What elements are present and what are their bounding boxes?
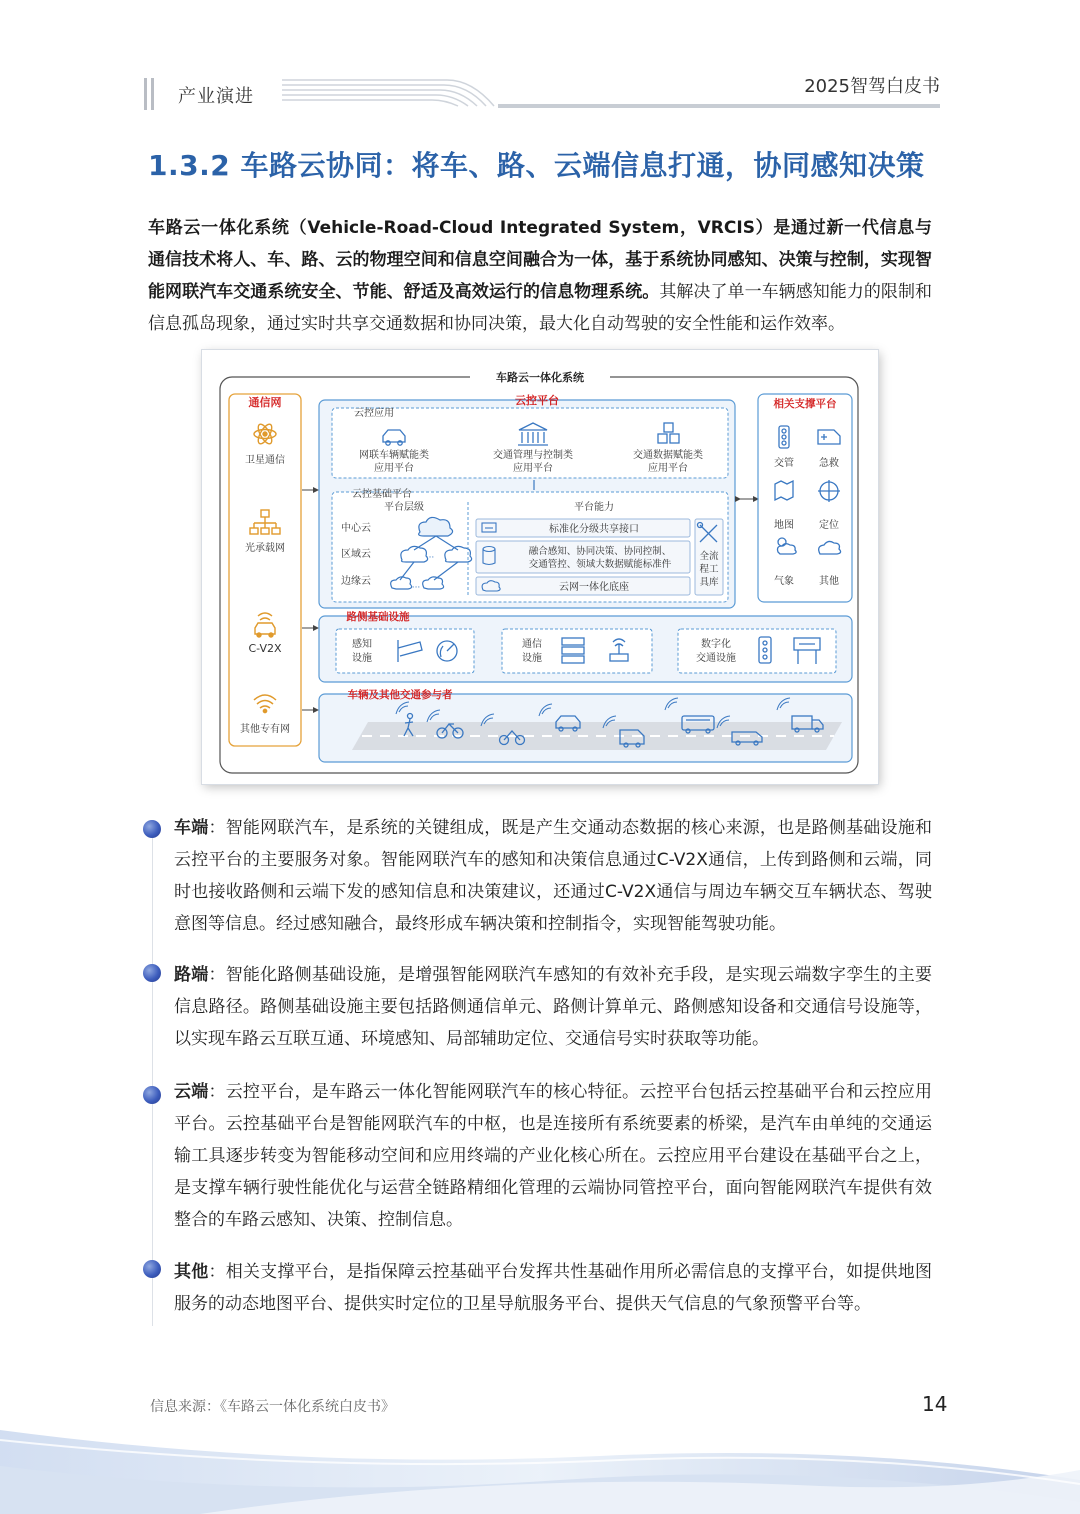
bullet-road-label: 路端 — [174, 965, 209, 985]
svg-text:···: ··· — [425, 553, 435, 563]
bullet-cloud — [174, 1076, 932, 1236]
diagram-svg — [202, 350, 878, 784]
layer-region-cloud: 区域云 — [341, 549, 371, 560]
support-item-map: 地图 — [774, 520, 794, 531]
intro-normal: 其解决了单一车辆感知能力的限制和信息孤岛现象，通过实时共享交通数据和协同决策，最大化自动驾驶的安全性能和运作效率。 — [148, 282, 933, 334]
roadside-sensing-line2: 设施 — [352, 653, 372, 664]
fiber-network-icon — [250, 510, 280, 534]
roadside-digital-line2: 交通设施 — [696, 653, 736, 664]
satellite-icon — [254, 422, 276, 446]
footer-wave-decoration — [0, 1410, 1080, 1514]
participants-title: 车辆及其他交通参与者 — [347, 689, 453, 701]
support-title: 相关支撑平台 — [773, 398, 837, 410]
roadside-sensing-line1: 感知 — [352, 639, 372, 650]
cap-fusion-line2: 交通管控、领域大数据赋能标准件 — [528, 559, 672, 570]
cloud-app-2-line1: 交通数据赋能类 — [633, 450, 703, 461]
layer-center-cloud: 中心云 — [341, 523, 371, 534]
comm-net-box — [229, 394, 301, 746]
bullet-marker-other — [143, 1260, 161, 1278]
roadside-comm-line1: 通信 — [522, 639, 542, 650]
layer-edge-cloud: 边缘云 — [341, 576, 371, 587]
roadside-comm-box — [502, 629, 652, 673]
cap-interface: 标准化分级共享接口 — [549, 524, 639, 535]
bullet-vehicle — [174, 812, 932, 940]
support-item-weather: 气象 — [774, 576, 794, 587]
cloud-app-0-line1: 网联车辆赋能类 — [359, 450, 429, 461]
comm-net-item-fiber: 光承载网 — [245, 543, 285, 554]
header-rule — [498, 104, 940, 108]
toolbox-line1: 全流 — [699, 551, 719, 562]
bullet-vehicle-label: 车端 — [174, 818, 209, 838]
support-item-location: 定位 — [819, 520, 839, 531]
support-item-traffic: 交管 — [774, 458, 794, 469]
bullet-marker-cloud — [143, 1086, 161, 1104]
intro-bold: 车路云一体化系统（Vehicle-Road-Cloud Integrated System，VRCIS）是通过新一代信息与通信技术将人、车、路、云的物理空间和信息空间融合为一体，基于系统协同感知、决策与控制，实现智能网联汽车交通系统安全、节能、舒适及高效运行的信息物理系统。 — [148, 218, 932, 302]
cloud-app-1-line2: 应用平台 — [513, 463, 553, 474]
others-cloud-icon — [819, 541, 841, 554]
bullet-marker-vehicle — [143, 820, 161, 838]
bullet-road-text: ：智能化路侧基础设施，是增强智能网联汽车感知的有效补充手段，是实现云端数字孪生的主要信息路径。路侧基础设施主要包括路侧通信单元、路侧计算单元、路侧感知设备和交通信号设施等，以实现车路云互联互通、环境感知、局部辅助定位、交通信号实时获取等功能。 — [174, 965, 933, 1049]
header-doc-title: 2025智驾白皮书 — [804, 76, 940, 97]
traffic-police-icon — [779, 426, 789, 448]
cap-title: 平台能力 — [574, 502, 614, 513]
cloud-app-0-line2: 应用平台 — [374, 463, 414, 474]
weather-icon — [778, 538, 797, 554]
comm-net-item-private: 其他专有网 — [240, 724, 290, 735]
layer-title: 平台层级 — [384, 502, 424, 513]
header-section-label: 产业演进 — [178, 86, 254, 107]
roadside-comm-line2: 设施 — [522, 653, 542, 664]
bullet-cloud-label: 云端 — [174, 1082, 209, 1102]
bullet-other — [174, 1256, 932, 1320]
bullet-guide-line — [152, 826, 153, 1326]
roadside-title: 路侧基础设施 — [346, 611, 410, 623]
positioning-icon — [818, 480, 840, 502]
cloud-app-2-line2: 应用平台 — [648, 463, 688, 474]
cloud-base-title: 云控基础平台 — [352, 489, 412, 500]
header-decoration — [282, 78, 512, 110]
svg-text:···: ··· — [411, 583, 421, 593]
comm-net-arrows — [302, 490, 316, 710]
vrcis-diagram — [202, 350, 878, 784]
roadside-sensing-box — [336, 629, 474, 673]
bullet-vehicle-text: ：智能网联汽车，是系统的关键组成，既是产生交通动态数据的核心来源，也是路侧基础设施和云控平台的主要服务对象。智能网联汽车的感知和决策信息通过C-V2X通信，上传到路侧和云端，同时也接收路侧和云端下发的感知信息和决策建议，还通过C-V2X通信与周边车辆交互车辆状态、驾驶意图等信息。经过感知融合，最终形成车辆决策和控制指令，实现智能驾驶功能。 — [174, 818, 933, 934]
wifi-icon — [254, 695, 276, 713]
toolbox-line3: 具库 — [699, 577, 719, 588]
diagram-title: 车路云一体化系统 — [496, 371, 584, 384]
bullet-cloud-text: ：云控平台，是车路云一体化智能网联汽车的核心特征。云控平台包括云控基础平台和云控应用平台。云控基础平台是智能网联汽车的中枢，也是连接所有系统要素的桥梁，是汽车由单纯的交通运输工具逐步转变为智能移动空间和应用终端的产业化核心所在。云控应用平台建设在基础平台之上，是支撑车辆行驶性能优化与运营全链路精细化管理的云端协同管控平台，面向智能网联汽车提供有效整合的车路云感知、决策、控制信息。 — [174, 1082, 933, 1230]
cap-fusion-line1: 融合感知、协同决策、协同控制、 — [528, 546, 672, 557]
page-number: 14 — [922, 1392, 948, 1416]
roadside-digital-box — [678, 629, 836, 673]
cap-base: 云网一体化底座 — [559, 582, 629, 593]
comm-net-item-cv2x: C-V2X — [248, 642, 282, 655]
bullet-other-text: ：相关支撑平台，是指保障云控基础平台发挥共性基础作用所必需信息的支撑平台，如提供地图服务的动态地图平台、提供实时定位的卫星导航服务平台、提供天气信息的气象预警平台等。 — [174, 1262, 933, 1314]
bullet-other-label: 其他 — [174, 1262, 209, 1282]
intro-paragraph — [148, 212, 932, 340]
ambulance-icon — [818, 430, 840, 444]
bullet-road — [174, 959, 932, 1055]
toolbox-line2: 程工 — [699, 564, 719, 575]
comm-net-item-satellite: 卫星通信 — [245, 455, 285, 466]
section-title: 1.3.2 车路云协同：将车、路、云端信息打通，协同感知决策 — [148, 149, 925, 182]
source-note: 信息来源：《车路云一体化系统白皮书》 — [150, 1399, 395, 1415]
map-icon — [775, 481, 793, 500]
cloud-app-title: 云控应用 — [354, 408, 394, 419]
roadside-digital-line1: 数字化 — [701, 639, 731, 650]
support-box — [758, 394, 852, 602]
cv2x-car-icon — [255, 613, 275, 637]
comm-net-title: 通信网 — [248, 396, 282, 409]
bullet-marker-road — [143, 964, 161, 982]
cloud-platform-title: 云控平台 — [515, 394, 559, 407]
cloud-app-1-line1: 交通管理与控制类 — [493, 450, 573, 461]
support-item-other: 其他 — [819, 576, 839, 587]
support-item-emergency: 急救 — [819, 458, 839, 469]
